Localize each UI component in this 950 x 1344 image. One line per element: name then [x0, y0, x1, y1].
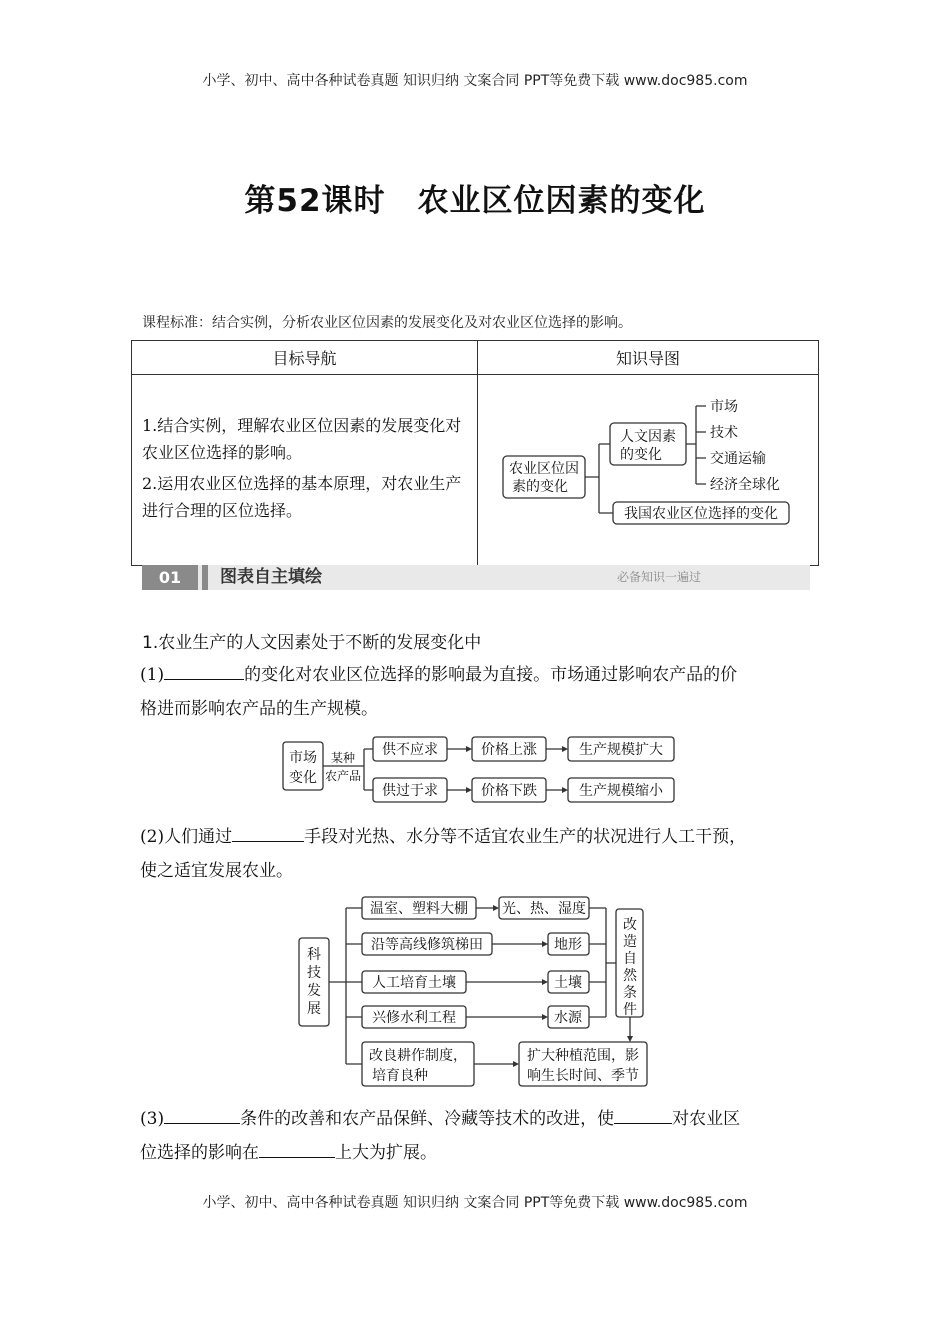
q2-prefix: (2)人们通过: [140, 827, 233, 847]
mindmap-leaf: 市场: [710, 399, 738, 415]
q1-prefix: (1): [140, 665, 165, 685]
diagram-node: 发: [307, 983, 321, 999]
diagram-node: 生产规模缩小: [579, 783, 663, 799]
banner-divider: [202, 565, 208, 590]
mindmap-leaf: 技术: [710, 425, 738, 441]
diagram-node: 价格下跌: [481, 783, 537, 799]
answer-blank[interactable]: [614, 1103, 672, 1124]
q2-text: 使之适宜发展农业。: [140, 861, 293, 881]
mindmap-leaf: 交通运输: [710, 451, 766, 467]
diagram-node: 水源: [554, 1010, 582, 1026]
page-title: 第52课时 农业区位因素的变化: [244, 183, 706, 219]
goal-item: 1.结合实例，理解农业区位因素的发展变化对农业区位选择的影响。: [142, 416, 462, 462]
banner-label: 图表自主填绘: [220, 567, 322, 587]
mindmap-root: 农业区位因: [509, 461, 579, 477]
question-3: [140, 1102, 820, 1170]
q1-text: 的变化对农业区位选择的影响最为直接。市场通过影响农产品的价: [244, 665, 738, 685]
answer-blank[interactable]: [232, 821, 304, 842]
diagram-node: 扩大种植范围，影: [527, 1048, 639, 1064]
diagram-node: 响生长时间、季节: [527, 1068, 639, 1084]
diagram-node: 改良耕作制度，: [369, 1048, 467, 1064]
mindmap-header: 知识导图: [478, 341, 819, 375]
diagram-node: 供过于求: [382, 783, 438, 799]
diagram-node: 人工培育土壤: [372, 975, 456, 991]
q3-text: 对农业区: [672, 1109, 741, 1129]
question-1: [140, 658, 820, 726]
diagram-node: 件: [623, 1002, 637, 1018]
diagram-node: 自: [623, 951, 637, 967]
mindmap-branch: 我国农业区位选择的变化: [624, 506, 778, 522]
q3-prefix: (3): [140, 1109, 165, 1129]
q3-text: 条件的改善和农产品保鲜、冷藏等技术的改进，使: [240, 1109, 615, 1129]
answer-blank[interactable]: [164, 1103, 240, 1124]
section-heading: 1.农业生产的人文因素处于不断的发展变化中: [142, 633, 482, 653]
q2-text: 手段对光热、水分等不适宜农业生产的状况进行人工干预，: [304, 827, 747, 847]
diagram-node: 光、热、湿度: [502, 901, 586, 917]
diagram-node: 沿等高线修筑梯田: [371, 937, 483, 953]
q1-text: 格进而影响农产品的生产规模。: [140, 699, 378, 719]
diagram-node: 科: [307, 947, 321, 963]
section-banner: [142, 565, 810, 590]
diagram-node: 生产规模扩大: [579, 742, 663, 758]
diagram-node: 改: [623, 917, 637, 933]
diagram-node: 供不应求: [382, 742, 438, 758]
mindmap-root: 素的变化: [512, 479, 568, 495]
page-footer: 小学、初中、高中各种试卷真题 知识归纳 文案合同 PPT等免费下载 www.doc985.com: [202, 1195, 748, 1211]
diagram-node: 然: [623, 968, 637, 984]
diagram-node: 市场: [289, 750, 317, 766]
technology-diagram: [296, 893, 656, 1093]
diagram-node: 兴修水利工程: [372, 1010, 456, 1026]
banner-number: 01: [142, 565, 198, 590]
diagram-node: 变化: [289, 770, 317, 786]
diagram-node: 条: [623, 985, 637, 1001]
mindmap-leaf: 经济全球化: [710, 477, 780, 493]
diagram-label: 某种: [330, 751, 356, 765]
diagram-node: 土壤: [554, 975, 582, 991]
diagram-label: 农产品: [324, 769, 362, 783]
goal-header: 目标导航: [132, 341, 478, 375]
market-diagram: [280, 734, 680, 806]
answer-blank[interactable]: [164, 659, 244, 680]
mindmap-branch: 人文因素: [620, 429, 676, 445]
diagram-node: 展: [307, 1001, 321, 1017]
q3-text: 位选择的影响在: [140, 1143, 259, 1163]
mindmap-branch: 的变化: [620, 447, 662, 463]
diagram-node: 技: [307, 965, 321, 981]
answer-blank[interactable]: [259, 1137, 335, 1158]
diagram-node: 造: [623, 934, 637, 950]
mindmap-cell: [478, 375, 819, 566]
diagram-node: 培育良种: [372, 1068, 428, 1084]
diagram-node: 地形: [554, 937, 582, 953]
question-2: [140, 820, 820, 888]
goal-cell: [132, 375, 478, 566]
banner-subtitle: 必备知识一遍过: [617, 570, 702, 584]
course-standard: 课程标准：结合实例，分析农业区位因素的发展变化及对农业区位选择的影响。: [142, 315, 632, 331]
diagram-node: 价格上涨: [481, 742, 537, 758]
mindmap-diagram: [478, 375, 818, 561]
q3-text: 上大为扩展。: [335, 1143, 437, 1163]
goal-item: 2.运用农业区位选择的基本原理，对农业生产进行合理的区位选择。: [142, 474, 462, 520]
diagram-node: 温室、塑料大棚: [370, 901, 468, 917]
page-header: 小学、初中、高中各种试卷真题 知识归纳 文案合同 PPT等免费下载 www.doc985.com: [202, 73, 748, 89]
goal-table: [131, 340, 819, 566]
